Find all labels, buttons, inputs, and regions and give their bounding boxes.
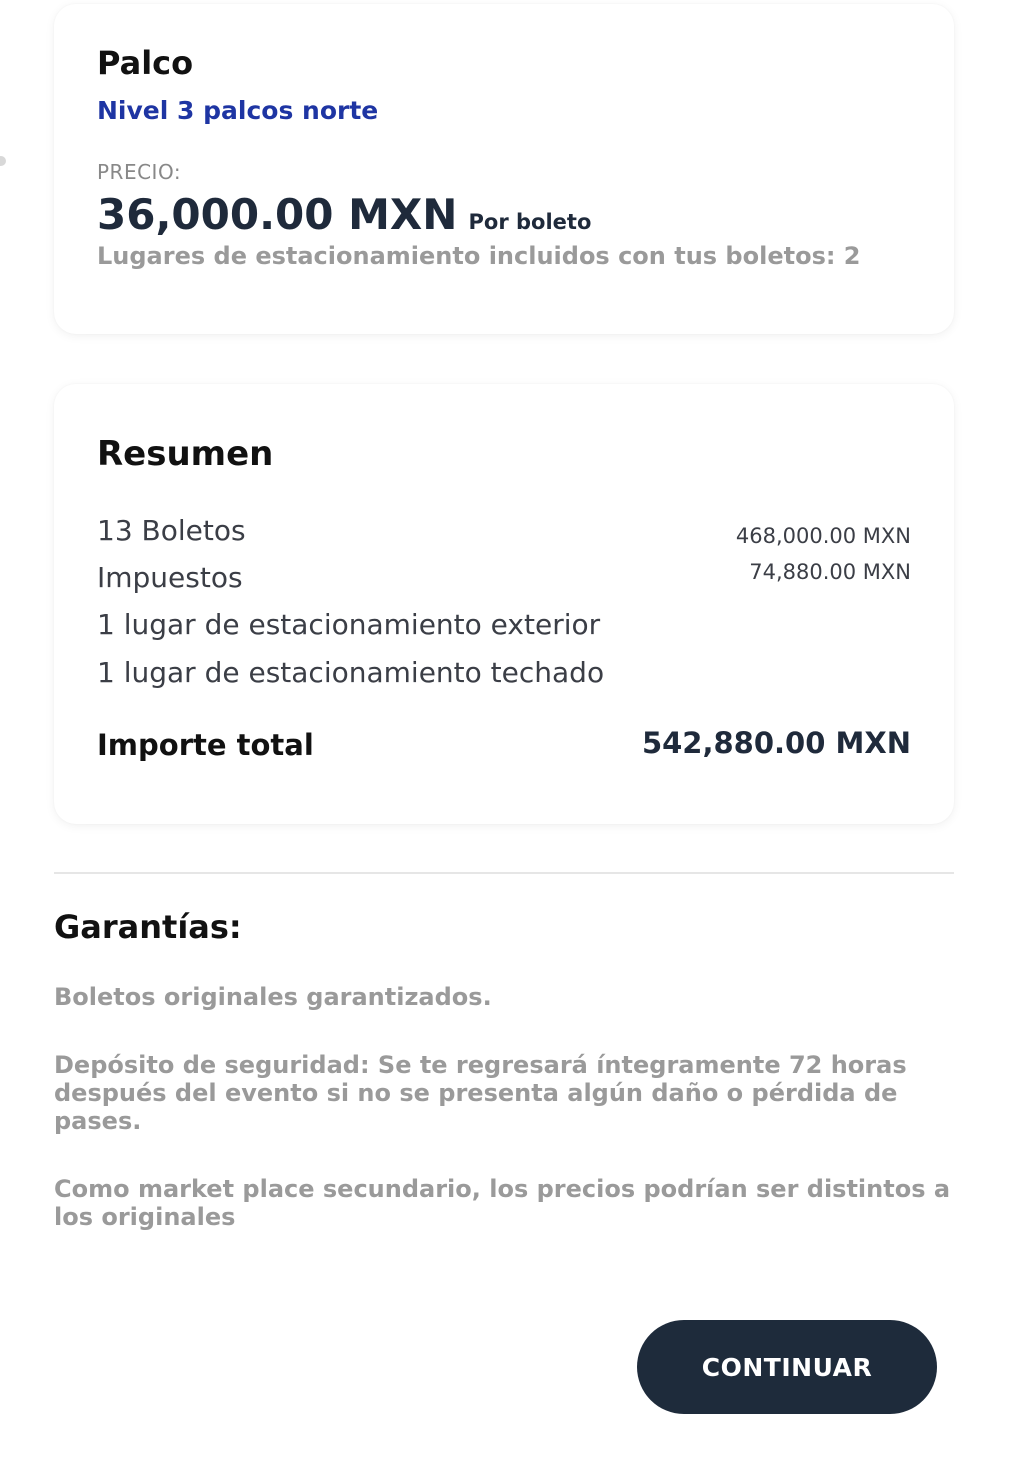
total-label: Importe total (97, 728, 314, 762)
seat-section-label: Nivel 3 palcos norte (97, 96, 379, 125)
summary-title: Resumen (97, 434, 274, 474)
guarantee-security-deposit: Depósito de seguridad: Se te regresará íntegramente 72 horas después del evento si no se presenta algún daño o pérdida de pases. (54, 1051, 907, 1135)
price-amount: 36,000.00 MXN (97, 190, 458, 239)
guarantee-original-tickets: Boletos originales garantizados. (54, 983, 492, 1011)
summary-line-outdoor-parking: 1 lugar de estacionamiento exterior (97, 608, 601, 641)
summary-value-tickets: 468,000.00 MXN (735, 524, 911, 548)
parking-included-note: Lugares de estacionamiento incluidos con tus boletos: 2 (97, 242, 861, 270)
continue-button[interactable]: CONTINUAR (637, 1320, 937, 1414)
price-row (97, 190, 591, 239)
price-label: PRECIO: (97, 160, 182, 184)
order-summary-card (54, 384, 954, 824)
seat-info-card (54, 4, 954, 334)
scroll-indicator-dot (0, 156, 6, 166)
price-unit: Por boleto (468, 210, 592, 234)
summary-line-tickets: 13 Boletos (97, 514, 246, 547)
summary-line-taxes: Impuestos (97, 561, 243, 594)
seat-type-title: Palco (97, 44, 194, 82)
summary-line-covered-parking: 1 lugar de estacionamiento techado (97, 656, 605, 689)
summary-value-taxes: 74,880.00 MXN (749, 560, 911, 584)
total-value: 542,880.00 MXN (641, 726, 911, 760)
section-divider (54, 872, 954, 874)
guarantee-secondary-market: Como market place secundario, los precios podrían ser distintos a los originales (54, 1175, 951, 1231)
guarantees-title: Garantías: (54, 908, 242, 946)
